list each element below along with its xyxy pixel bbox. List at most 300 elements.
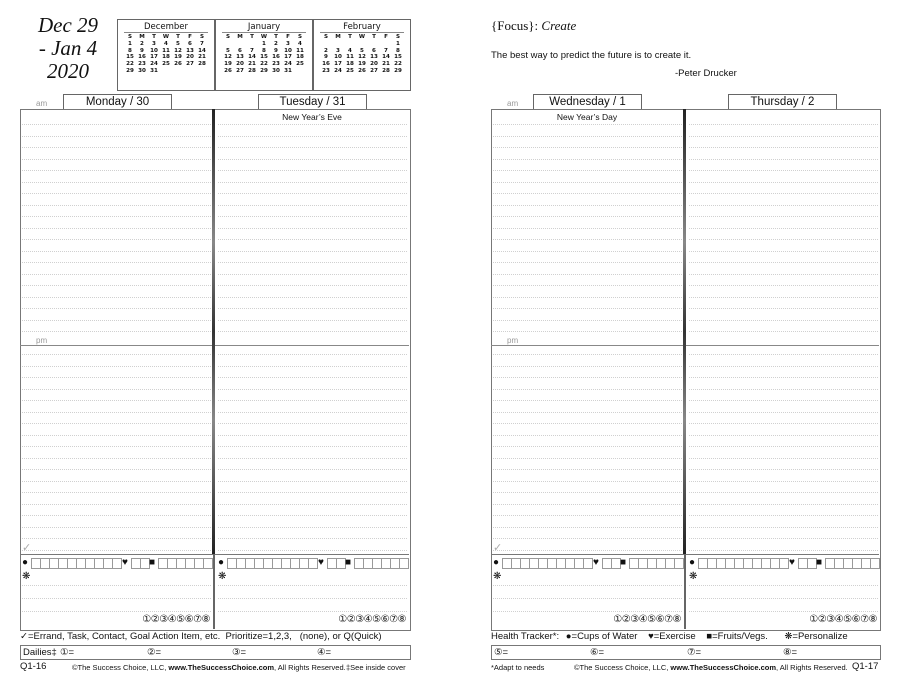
am-label: am <box>36 99 48 108</box>
ruled-line <box>218 389 407 390</box>
calendar-day: 20 <box>236 61 244 68</box>
calendar-day: 28 <box>198 61 206 68</box>
ruled-line <box>493 598 682 599</box>
ruled-line <box>218 262 407 263</box>
ruled-line <box>493 446 682 447</box>
calendar-day: 12 <box>174 47 182 54</box>
calendar-day: 2 <box>324 47 328 54</box>
ruled-line <box>493 331 682 332</box>
ruled-line <box>218 320 407 321</box>
ruled-line <box>218 377 407 378</box>
ruled-line <box>22 446 211 447</box>
event-label: New Year’s Day <box>556 112 618 122</box>
ruled-line <box>689 147 878 148</box>
daily-slot: ④= <box>317 647 332 658</box>
calendar-day: 6 <box>372 47 376 54</box>
calendar-day: 29 <box>260 67 268 74</box>
focus-label: {Focus}: <box>491 18 539 33</box>
ruled-line <box>689 320 878 321</box>
day-tracker <box>218 557 408 627</box>
ruled-line <box>22 239 211 240</box>
ruled-line <box>493 435 682 436</box>
day-tracker <box>689 557 879 627</box>
ruled-line <box>689 331 878 332</box>
ruled-line <box>689 124 878 125</box>
calendar-day: 4 <box>298 40 302 47</box>
right-day-panel <box>491 109 881 631</box>
ruled-line <box>22 193 211 194</box>
ruled-line <box>22 124 211 125</box>
ruled-line <box>689 354 878 355</box>
heart-icon: ♥ <box>318 557 324 568</box>
ruled-line <box>493 492 682 493</box>
exercise-checkboxes[interactable] <box>327 558 346 569</box>
ruled-line <box>689 504 878 505</box>
ruled-line <box>218 412 407 413</box>
calendar-day: 23 <box>272 61 280 68</box>
calendar-day: 26 <box>174 61 182 68</box>
legend-text: ✓=Errand, Task, Contact, Goal Action Item, etc. Prioritize=1,2,3, (none), or Q(Quick) <box>20 631 382 642</box>
weekday-header: M <box>237 34 243 40</box>
ruled-line <box>22 354 211 355</box>
ruled-line <box>493 274 682 275</box>
weekday-header: F <box>384 34 388 40</box>
ruled-line <box>22 136 211 137</box>
ruled-line <box>218 515 407 516</box>
ruled-line <box>689 550 878 551</box>
water-checkboxes[interactable] <box>502 558 593 569</box>
fruit-checkboxes[interactable] <box>825 558 880 569</box>
daily-slot: ③= <box>232 647 247 658</box>
ruled-line <box>22 423 211 424</box>
ruled-line <box>22 538 211 539</box>
quote-text: The best way to predict the future is to create it. <box>491 50 692 61</box>
pm-label: pm <box>36 336 48 345</box>
weekday-header: T <box>348 34 352 40</box>
calendar-day: 1 <box>262 40 266 47</box>
ruled-line <box>689 527 878 528</box>
ruled-line <box>493 366 682 367</box>
page-number: Q1-16 <box>20 661 47 672</box>
daily-slot: ⑥= <box>590 647 605 658</box>
ruled-line <box>493 515 682 516</box>
ruled-line <box>493 389 682 390</box>
ruled-line <box>493 205 682 206</box>
pm-label: pm <box>507 336 519 345</box>
calendar-day: 27 <box>370 67 378 74</box>
ruled-line <box>218 331 407 332</box>
ruled-line <box>22 412 211 413</box>
ruled-line <box>218 366 407 367</box>
week-range <box>22 14 114 83</box>
water-checkboxes[interactable] <box>698 558 789 569</box>
calendar-day <box>172 68 184 75</box>
priority-circles[interactable]: ①②③④⑤⑥⑦⑧ <box>338 614 406 625</box>
ruled-line <box>22 481 211 482</box>
quote-author: -Peter Drucker <box>675 68 737 79</box>
ruled-line <box>22 469 211 470</box>
weekday-header: T <box>152 34 156 40</box>
heart-icon: ♥ <box>122 557 128 568</box>
calendar-day: 12 <box>358 54 366 61</box>
calendar-day: 28 <box>382 67 390 74</box>
ruled-line <box>493 262 682 263</box>
ruled-line <box>493 124 682 125</box>
ruled-line <box>689 308 878 309</box>
ruled-line <box>493 297 682 298</box>
ruled-line <box>493 193 682 194</box>
ruled-line <box>218 446 407 447</box>
ruled-line <box>22 170 211 171</box>
weekday-header: S <box>225 34 231 40</box>
ruled-line <box>218 550 407 551</box>
weekday-header: S <box>199 34 205 40</box>
apple-icon: ■ <box>149 557 156 568</box>
calendar-day: 14 <box>198 47 206 54</box>
ruled-line <box>493 377 682 378</box>
ruled-line <box>689 274 878 275</box>
calendar-day: 16 <box>138 54 146 61</box>
ruled-line <box>22 389 211 390</box>
ruled-line <box>218 297 407 298</box>
calendar-day <box>184 68 196 75</box>
ruled-line <box>493 400 682 401</box>
ruled-line <box>493 159 682 160</box>
ruled-line <box>493 481 682 482</box>
ruled-line <box>22 228 211 229</box>
ruled-line <box>689 251 878 252</box>
calendar-day <box>380 41 392 48</box>
priority-circles[interactable]: ①②③④⑤⑥⑦⑧ <box>809 614 877 625</box>
weekday-header: S <box>127 34 133 40</box>
ruled-line <box>493 504 682 505</box>
calendar-day: 5 <box>360 47 364 54</box>
mini-calendar <box>215 19 313 91</box>
priority-circles[interactable]: ①②③④⑤⑥⑦⑧ <box>613 614 681 625</box>
day-tracker <box>22 557 212 627</box>
focus-line <box>491 18 576 34</box>
ruled-line <box>218 435 407 436</box>
ruled-line <box>22 182 211 183</box>
calendar-day: 7 <box>384 47 388 54</box>
month-name: February <box>320 22 404 33</box>
ruled-line <box>218 354 407 355</box>
ruled-line <box>218 239 407 240</box>
personalize-icon: ❋ <box>22 571 31 582</box>
ruled-line <box>493 239 682 240</box>
ruled-line <box>689 205 878 206</box>
ruled-line <box>22 550 211 551</box>
ruled-line <box>218 251 407 252</box>
ruled-line <box>689 285 878 286</box>
month-name: December <box>124 22 208 33</box>
ruled-line <box>493 423 682 424</box>
exercise-checkboxes[interactable] <box>602 558 621 569</box>
ruled-line <box>22 262 211 263</box>
calendar-day: 7 <box>250 47 254 54</box>
calendar-day: 22 <box>260 61 268 68</box>
ruled-line <box>218 504 407 505</box>
ruled-line <box>22 159 211 160</box>
ruled-line <box>689 389 878 390</box>
calendar-day: 10 <box>284 47 292 54</box>
ruled-line <box>22 366 211 367</box>
ruled-line <box>493 469 682 470</box>
calendar-day <box>196 68 208 75</box>
ruled-line <box>689 412 878 413</box>
weekday-header: F <box>188 34 192 40</box>
calendar-day: 21 <box>248 61 256 68</box>
calendar-day: 23 <box>138 61 146 68</box>
footnote: ‡See inside cover <box>346 663 406 672</box>
ruled-line <box>689 492 878 493</box>
ruled-line <box>689 458 878 459</box>
column-divider <box>212 109 215 554</box>
calendar-day: 5 <box>226 47 230 54</box>
heart-icon: ♥ <box>789 557 795 568</box>
calendar-day: 9 <box>274 47 278 54</box>
ruled-line <box>493 585 682 586</box>
ruled-line <box>22 274 211 275</box>
ruled-line <box>22 435 211 436</box>
calendar-day: 16 <box>322 61 330 68</box>
calendar-day: 16 <box>272 54 280 61</box>
mini-calendar <box>117 19 215 91</box>
exercise-checkboxes[interactable] <box>798 558 817 569</box>
month-name: January <box>222 22 306 33</box>
exercise-checkboxes[interactable] <box>131 558 150 569</box>
calendar-day: 28 <box>248 67 256 74</box>
fruit-checkboxes[interactable] <box>629 558 684 569</box>
calendar-day: 6 <box>238 47 242 54</box>
calendar-day: 10 <box>334 54 342 61</box>
calendar-day: 18 <box>346 61 354 68</box>
calendar-day: 30 <box>138 67 146 74</box>
water-drop-icon: ● <box>689 557 696 568</box>
calendar-day <box>160 68 172 75</box>
ruled-line <box>218 228 407 229</box>
calendar-day: 3 <box>286 40 290 47</box>
priority-circles[interactable]: ①②③④⑤⑥⑦⑧ <box>142 614 210 625</box>
ruled-line <box>689 262 878 263</box>
calendar-day: 17 <box>284 54 292 61</box>
calendar-day: 15 <box>260 54 268 61</box>
weekday-header: S <box>395 34 401 40</box>
calendar-day: 31 <box>284 67 292 74</box>
calendar-day: 29 <box>394 67 402 74</box>
ruled-line <box>689 435 878 436</box>
calendar-day <box>246 41 258 48</box>
calendar-day: 14 <box>382 54 390 61</box>
calendar-day: 25 <box>296 61 304 68</box>
ruled-line <box>22 611 211 612</box>
ruled-line <box>493 216 682 217</box>
daily-slot: ⑧= <box>783 647 798 658</box>
ruled-line <box>22 492 211 493</box>
check-icon: ✓ <box>22 542 32 554</box>
ruled-line <box>493 320 682 321</box>
ruled-line <box>218 124 407 125</box>
ruled-line <box>493 170 682 171</box>
calendar-day: 5 <box>176 40 180 47</box>
weekday-header: T <box>274 34 278 40</box>
ruled-line <box>22 504 211 505</box>
daily-slot: ⑤= <box>494 647 509 658</box>
calendar-day: 20 <box>186 54 194 61</box>
day-tab: Wednesday / 1 <box>533 94 642 110</box>
ruled-line <box>22 308 211 309</box>
calendar-day: 12 <box>224 54 232 61</box>
ruled-line <box>218 182 407 183</box>
dailies-label: Dailies‡ <box>23 647 57 658</box>
calendar-day: 27 <box>186 61 194 68</box>
calendar-day: 13 <box>370 54 378 61</box>
calendar-day <box>356 41 368 48</box>
calendar-day: 2 <box>274 40 278 47</box>
ruled-line <box>218 308 407 309</box>
ruled-line <box>22 527 211 528</box>
ruled-line <box>689 366 878 367</box>
calendar-day: 21 <box>382 61 390 68</box>
ruled-line <box>218 492 407 493</box>
ruled-line <box>22 598 211 599</box>
ruled-line <box>689 515 878 516</box>
day-tab: Tuesday / 31 <box>258 94 367 110</box>
apple-icon: ■ <box>620 557 627 568</box>
weekday-header: M <box>335 34 341 40</box>
ruled-line <box>689 297 878 298</box>
calendar-day: 7 <box>200 40 204 47</box>
column-divider <box>683 109 686 554</box>
calendar-day: 22 <box>126 61 134 68</box>
fruit-checkboxes[interactable] <box>158 558 213 569</box>
calendar-day: 24 <box>334 67 342 74</box>
heart-icon: ♥ <box>593 557 599 568</box>
calendar-day: 26 <box>358 67 366 74</box>
ruled-line <box>493 136 682 137</box>
ruled-line <box>218 538 407 539</box>
ruled-line <box>493 285 682 286</box>
ruled-line <box>218 170 407 171</box>
ruled-line <box>218 159 407 160</box>
calendar-day: 20 <box>370 61 378 68</box>
calendar-day: 30 <box>272 67 280 74</box>
ruled-line <box>493 182 682 183</box>
ruled-line <box>689 377 878 378</box>
calendar-day: 4 <box>348 47 352 54</box>
ruled-line <box>22 377 211 378</box>
calendar-day: 14 <box>248 54 256 61</box>
ruled-line <box>218 598 407 599</box>
ruled-line <box>689 469 878 470</box>
water-checkboxes[interactable] <box>227 558 318 569</box>
dailies-bar <box>491 645 881 660</box>
fruit-checkboxes[interactable] <box>354 558 409 569</box>
week-line-3: 2020 <box>47 59 89 83</box>
ruled-line <box>493 228 682 229</box>
ruled-line <box>218 285 407 286</box>
calendar-day: 15 <box>126 54 134 61</box>
weekday-header: S <box>323 34 329 40</box>
page-number: Q1-17 <box>852 661 879 672</box>
personalize-icon: ❋ <box>218 571 227 582</box>
calendar-day: 27 <box>236 67 244 74</box>
week-line-2: - Jan 4 <box>38 36 98 60</box>
water-checkboxes[interactable] <box>31 558 122 569</box>
weekday-header: T <box>250 34 254 40</box>
adapt-note: *Adapt to needs <box>491 663 545 672</box>
ruled-line <box>218 458 407 459</box>
calendar-day: 24 <box>284 61 292 68</box>
daily-slot: ①= <box>60 647 75 658</box>
ruled-line <box>22 251 211 252</box>
calendar-day: 19 <box>224 61 232 68</box>
health-tracker-legend: Health Tracker*: ●=Cups of Water ♥=Exercise ■=Fruits/Vegs. ❋=Personalize <box>491 631 848 642</box>
ruled-line <box>22 320 211 321</box>
apple-icon: ■ <box>816 557 823 568</box>
calendar-day <box>320 41 332 48</box>
ruled-line <box>218 481 407 482</box>
ruled-line <box>218 585 407 586</box>
day-tab: Monday / 30 <box>63 94 172 110</box>
calendar-day: 19 <box>174 54 182 61</box>
weekday-header: S <box>297 34 303 40</box>
calendar-day: 23 <box>322 67 330 74</box>
calendar-day: 24 <box>150 61 158 68</box>
calendar-day <box>222 41 234 48</box>
ruled-line <box>493 354 682 355</box>
ruled-line <box>689 182 878 183</box>
calendar-day: 1 <box>396 40 400 47</box>
ruled-line <box>22 297 211 298</box>
ruled-line <box>22 400 211 401</box>
water-drop-icon: ● <box>218 557 225 568</box>
calendar-day: 31 <box>150 67 158 74</box>
ruled-line <box>493 527 682 528</box>
ruled-line <box>689 598 878 599</box>
calendar-day: 11 <box>296 47 304 54</box>
ruled-line <box>493 412 682 413</box>
daily-slot: ②= <box>147 647 162 658</box>
ruled-line <box>689 193 878 194</box>
calendar-day: 9 <box>324 54 328 61</box>
ruled-line <box>689 446 878 447</box>
weekday-header: F <box>286 34 290 40</box>
ruled-line <box>22 331 211 332</box>
personalize-icon: ❋ <box>493 571 502 582</box>
week-line-1: Dec 29 <box>37 13 99 37</box>
calendar-day: 21 <box>198 54 206 61</box>
ruled-line <box>218 205 407 206</box>
focus-value: Create <box>541 18 577 33</box>
calendar-day: 29 <box>126 67 134 74</box>
calendar-day <box>234 41 246 48</box>
left-day-panel <box>20 109 411 631</box>
ruled-line <box>218 147 407 148</box>
ruled-line <box>689 611 878 612</box>
ruled-line <box>218 611 407 612</box>
calendar-day: 26 <box>224 67 232 74</box>
calendar-day: 9 <box>140 47 144 54</box>
calendar-day: 4 <box>164 40 168 47</box>
column-divider <box>684 554 686 629</box>
calendar-day: 25 <box>162 61 170 68</box>
ruled-line <box>493 550 682 551</box>
dailies-bar <box>20 645 411 660</box>
ruled-line <box>218 216 407 217</box>
ruled-line <box>689 239 878 240</box>
calendar-day: 8 <box>128 47 132 54</box>
